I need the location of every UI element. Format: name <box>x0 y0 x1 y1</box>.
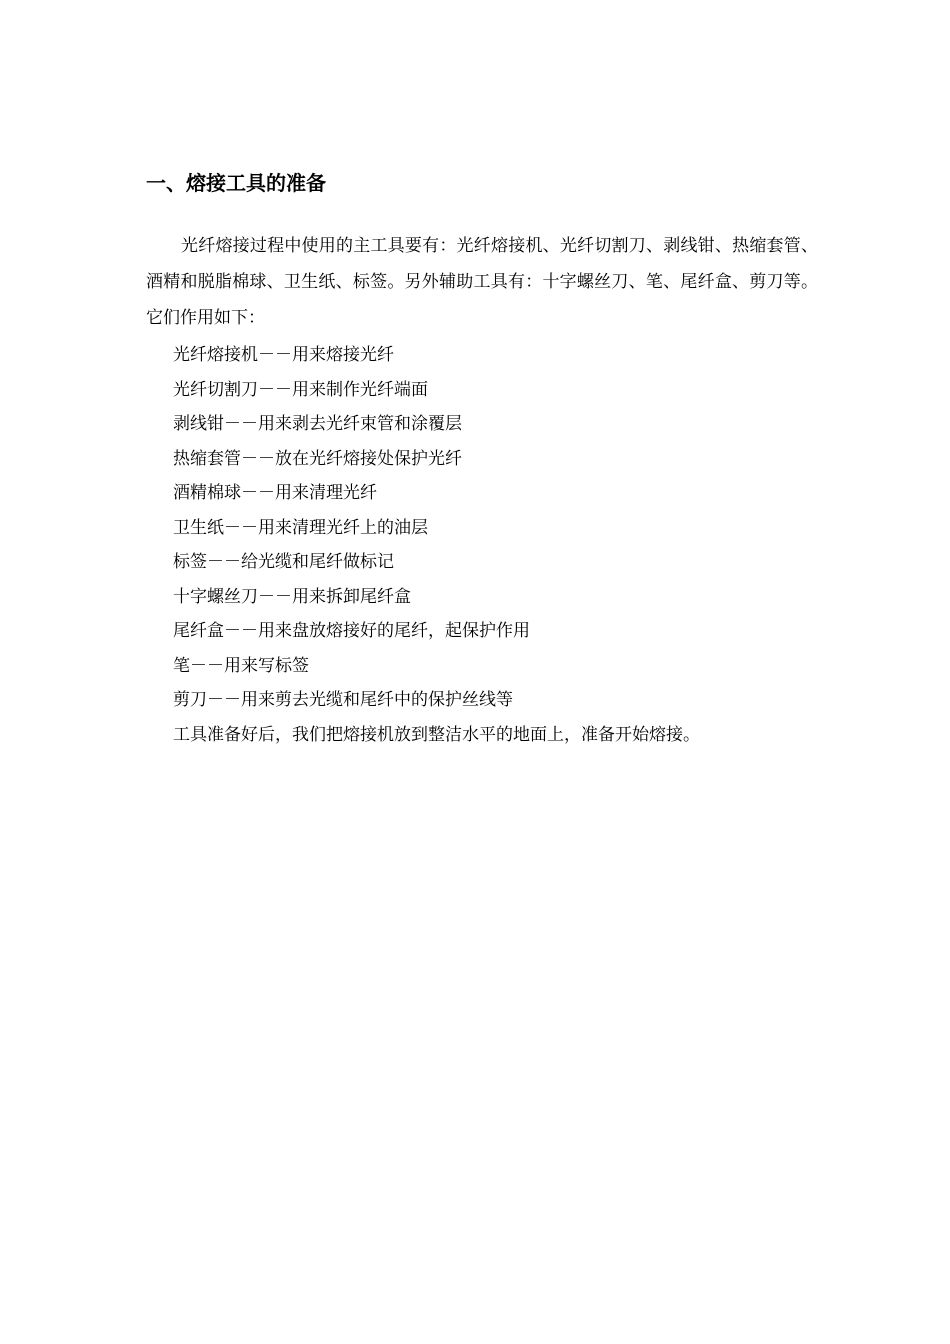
closing-paragraph: 工具准备好后，我们把熔接机放到整洁水平的地面上，准备开始熔接。 <box>173 725 700 745</box>
tool-item-alcohol-cotton: 酒精棉球－－用来清理光纤 <box>173 483 377 503</box>
tool-item-labels: 标签－－给光缆和尾纤做标记 <box>173 552 394 572</box>
tool-item-heat-shrink-sleeve: 热缩套管－－放在光纤熔接处保护光纤 <box>173 448 462 469</box>
tool-list <box>173 338 530 718</box>
tool-item-screwdriver: 十字螺丝刀－－用来拆卸尾纤盒 <box>173 586 411 607</box>
section-heading: 一、熔接工具的准备 <box>146 171 326 195</box>
tool-item-pen: 笔－－用来写标签 <box>173 655 309 676</box>
tool-item-fusion-splicer: 光纤熔接机－－用来熔接光纤 <box>173 345 394 365</box>
tool-item-tissue-paper: 卫生纸－－用来清理光纤上的油层 <box>173 517 428 538</box>
tool-item-pigtail-box: 尾纤盒－－用来盘放熔接好的尾纤，起保护作用 <box>173 621 530 641</box>
tool-item-scissors: 剪刀－－用来剪去光缆和尾纤中的保护丝线等 <box>173 690 513 710</box>
tool-item-fiber-cleaver: 光纤切割刀－－用来制作光纤端面 <box>173 379 428 400</box>
tool-item-wire-stripper: 剥线钳－－用来剥去光纤束管和涂覆层 <box>173 414 462 434</box>
intro-paragraph: 光纤熔接过程中使用的主工具要有：光纤熔接机、光纤切割刀、剥线钳、热缩套管、酒精和脱脂棉球、卫生纸、标签。另外辅助工具有：十字螺丝刀、笔、尾纤盒、剪刀等。它们作用如下： <box>146 236 818 328</box>
